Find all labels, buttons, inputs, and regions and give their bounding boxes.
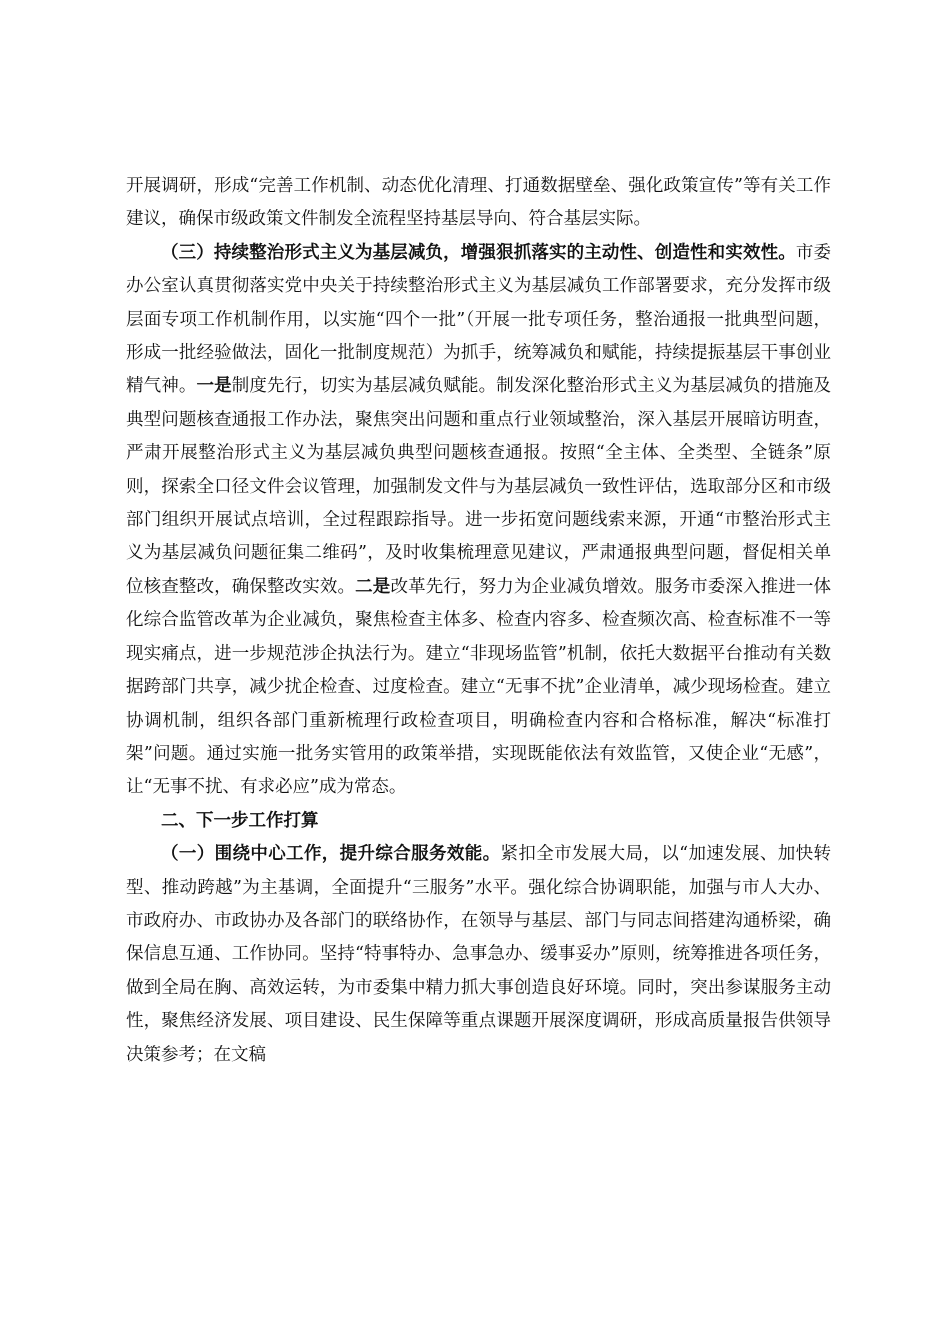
paragraph-text: 改革先行，努力为企业减负增效。服务市委深入推进一体化综合监管改革为企业减负，聚焦检查主体多、检查内容多、检查频次高、检查标准不一等现实痛点，进一步规范涉企执法行为。建立“非现场监管”机制，依托大数据平台推动有关数据跨部门共享，减少扰企检查、过度检查。建立“无事不扰”企业清单，减少现场检查。建立协调机制，组织各部门重新梳理行政检查项目，明确检查内容和合格标准，解决“标准打架”问题。通过实施一批务实管用的政策举措，实现既能依法有效监管，又使企业“无感”，让“无事不扰、有求必应”成为常态。 (126, 576, 832, 798)
chapter-heading (126, 805, 831, 838)
paragraph-text: 制度先行，切实为基层减负赋能。制发深化整治形式主义为基层减负的措施及典型问题核查通报工作办法，聚焦突出问题和重点行业领域整治，深入基层开展暗访明查，严肃开展整治形式主义为基层减负典型问题核查通报。按照“全主体、全类型、全链条”原则，探索全口径文件会议管理，加强制发文件与为基层减负一致性评估，选取部分区和市级部门组织开展试点培训，全过程跟踪指导。进一步拓宽问题线索来源，开通“市整治形式主义为基层减负问题征集二维码”，及时收集梳理意见建议，严肃通报典型问题，督促相关单位核查整改，确保整改实效。 (126, 376, 832, 597)
paragraph-next-steps-one (126, 838, 831, 1072)
section-heading: （一）围绕中心工作，提升综合服务效能。 (161, 844, 501, 865)
paragraph-continuation (126, 170, 831, 237)
chapter-heading-text: 二、下一步工作打算 (161, 810, 319, 831)
section-heading: （三）持续整治形式主义为基层减负，增强狠抓落实的主动性、创造性和实效性。 (161, 242, 796, 263)
point-marker-two: 二是 (355, 576, 391, 597)
paragraph-section-three (126, 237, 831, 805)
paragraph-text: 市委办公室认真贯彻落实党中央关于持续整治形式主义为基层减负工作部署要求，充分发挥市级层面专项工作机制作用，以实施“四个一批”（开展一批专项任务，整治通报一批典型问题，形成一批经验做法，固化一批制度规范）为抓手，统筹减负和赋能，持续提振基层干事创业精气神。 (126, 242, 832, 397)
paragraph-text: 紧扣全市发展大局，以“加速发展、加快转型、推动跨越”为主基调，全面提升“三服务”水平。强化综合协调职能，加强与市人大办、市政府办、市政协办及各部门的联络协作，在领导与基层、部门与同志间搭建沟通桥梁，确保信息互通、工作协同。坚持“特事特办、急事急办、缓事妥办”原则，统筹推进各项任务，做到全局在胸、高效运转，为市委集中精力抓大事创造良好环境。同时，突出参谋服务主动性，聚焦经济发展、项目建设、民生保障等重点课题开展深度调研，形成高质量报告供领导决策参考；在文稿 (126, 844, 832, 1065)
paragraph-text: 开展调研，形成“完善工作机制、动态优化清理、打通数据壁垒、强化政策宣传”等有关工作建议，确保市级政策文件制发全流程坚持基层导向、符合基层实际。 (126, 176, 831, 230)
document-page (126, 170, 831, 1072)
point-marker-one: 一是 (196, 376, 232, 397)
